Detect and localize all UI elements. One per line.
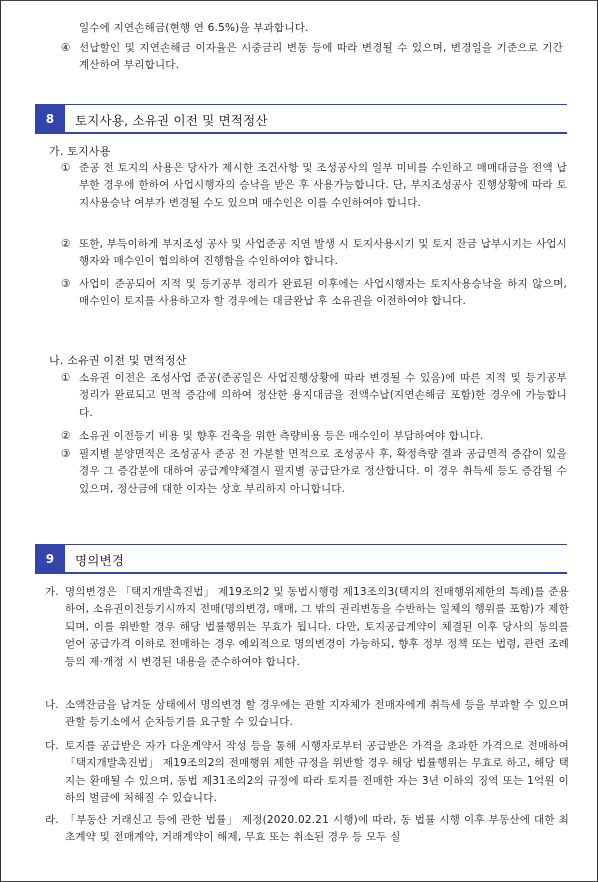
section-8b-item2-marker: ② (61, 430, 71, 442)
section-8-rule-top (65, 104, 567, 105)
section-8b-item1-text: 소유권 이전은 조성사업 준공(준공일은 사업진행상황에 따라 변경될 수 있음)에 따른 지적 및 등기공부 정리가 완료되고 면적 증감에 의하여 정산한 용지대금을 전액수납(지연손해금 포함)한 경우에 가능합니다. (79, 372, 567, 419)
section-8a-item1-marker: ① (61, 162, 71, 174)
section-9-item1-marker: 가. (45, 586, 59, 598)
section-8b-item2-text: 소유권 이전등기 비용 및 향후 건축을 위한 측량비용 등은 매수인이 부담하여야 합니다. (79, 430, 484, 442)
section-9-item2-text: 소액잔금을 남겨둔 상태에서 명의변경 할 경우에는 관할 지자체가 전매자에게 취득세 등을 부과할 수 있으며 관할 등기소에서 순차등기를 요구할 수 있습니다. (65, 699, 569, 729)
section-8-rule (65, 132, 567, 134)
section-9-title: 명의변경 (75, 553, 125, 568)
section-9-item3-marker: 다. (45, 740, 59, 752)
section-9-number: 9 (35, 544, 65, 574)
section-8b-item3-text: 필지별 분양면적은 조성공사 준공 전 가분할 면적으로 조성공사 후, 확정측량 결과 공급면적 증감이 있을 경우 그 증감분에 대하여 공급계약체결시 필지별 공급단가로 정산합니다. 이 경우 취득세 등도 증감될 수 있으며, 정산금에 대한 이자는 상호 부리하지 아니합니다. (79, 448, 567, 495)
section-8a-item3-text: 사업이 준공되어 지적 및 등기공부 정리가 완료된 이후에는 사업시행자는 토지사용승낙을 하지 않으며, 매수인이 토지를 사용하고자 할 경우에는 대금완납 후 소유권을 이전하여야 합니다. (79, 278, 567, 308)
section-8a-item2-marker: ② (61, 238, 71, 250)
section-9-item3-text: 토지를 공급받은 자가 다운계약서 작성 등을 통해 시행자로부터 공급받은 가격을 초과한 가격으로 전매하여 「택지개발촉진법」 제19조의2의 전매행위 제한 규정을 위반할 경우 해당 법률행위는 무효로 하고, 해당 택지는 환매될 수 있으며, 동법 제31조의2의 규정에 따라 토지를 전매한 자는 3년 이하의 징역 또는 1억원 이하의 벌금에 처해질 수 있습니다. (65, 740, 569, 805)
section-8a-item2-text: 또한, 부득이하게 부지조성 공사 및 사업준공 지연 발생 시 토지사용시기 및 토지 잔금 납부시기는 사업시행자와 매수인이 협의하여 진행함을 수인하여야 합니다. (79, 238, 567, 268)
section-8b-heading: 나. 소유권 이전 및 면적정산 (49, 354, 187, 367)
section-8b-item1-marker: ① (61, 372, 71, 384)
section-9-header (35, 544, 567, 574)
intro-item4-marker: ④ (61, 42, 71, 54)
intro-line: 일수에 지연손해금(현행 연 6.5%)을 부과합니다. (79, 22, 309, 34)
section-8a-heading: 가. 토지사용 (49, 145, 111, 158)
section-8a-item3-marker: ③ (61, 278, 71, 290)
section-8a-item1-text: 준공 전 토지의 사용은 당사가 제시한 조건사항 및 조성공사의 일부 미비를 수인하고 매매대금을 전액 납부한 경우에 한하여 사업시행자의 승낙을 받은 후 사용가능합니다. 단, 부지조성공사 진행상황에 따라 토지사용승낙 여부가 변경될 수도 있으며 매수인은 이를 수인하여야 합니다. (79, 162, 567, 209)
section-9-item1-text: 명의변경은 「택지개발촉진법」 제19조의2 및 동법시행령 제13조의3(택지의 전매행위제한의 특례)를 준용하여, 소유권이전등기시까지 전매(명의변경, 매매, 그 밖의 권리변동을 수반하는 일체의 행위를 포함)가 제한되며, 이를 위반할 경우 해당 법률행위는 무효가 됩니다. 다만, 토지공급계약이 체결된 이후 당사의 동의를 얻어 공급가격 이하로 전매하는 경우 예외적으로 명의변경이 가능하되, 향후 정부 정책 또는 법령, 관련 조례 등의 제·개정 시 변경된 내용을 준수하여야 합니다. (65, 586, 569, 668)
section-8b-item3-marker: ③ (61, 448, 71, 460)
section-8-title: 토지사용, 소유권 이전 및 면적정산 (75, 113, 268, 128)
section-9-item2-marker: 나. (45, 699, 59, 711)
section-9-rule (65, 572, 567, 574)
page-top-border (1, 0, 597, 1)
section-9-item4-text: 「부동산 거래신고 등에 관한 법률」 제정(2020.02.21 시행)에 따라, 동 법률 시행 이후 부동산에 대한 최초계약 및 전매계약, 거래계약이 해제, 무효 또는 취소된 경우 등 모두 실 (65, 814, 569, 844)
section-9-item4-marker: 라. (45, 814, 59, 826)
section-8-number: 8 (35, 104, 65, 134)
intro-item4-text: 선납할인 및 지연손해금 이자율은 시중금리 변동 등에 따라 변경될 수 있으며, 변경일을 기준으로 기간 계산하여 부리합니다. (79, 42, 563, 72)
section-9-rule-top (65, 544, 567, 545)
section-8-header (35, 104, 567, 134)
